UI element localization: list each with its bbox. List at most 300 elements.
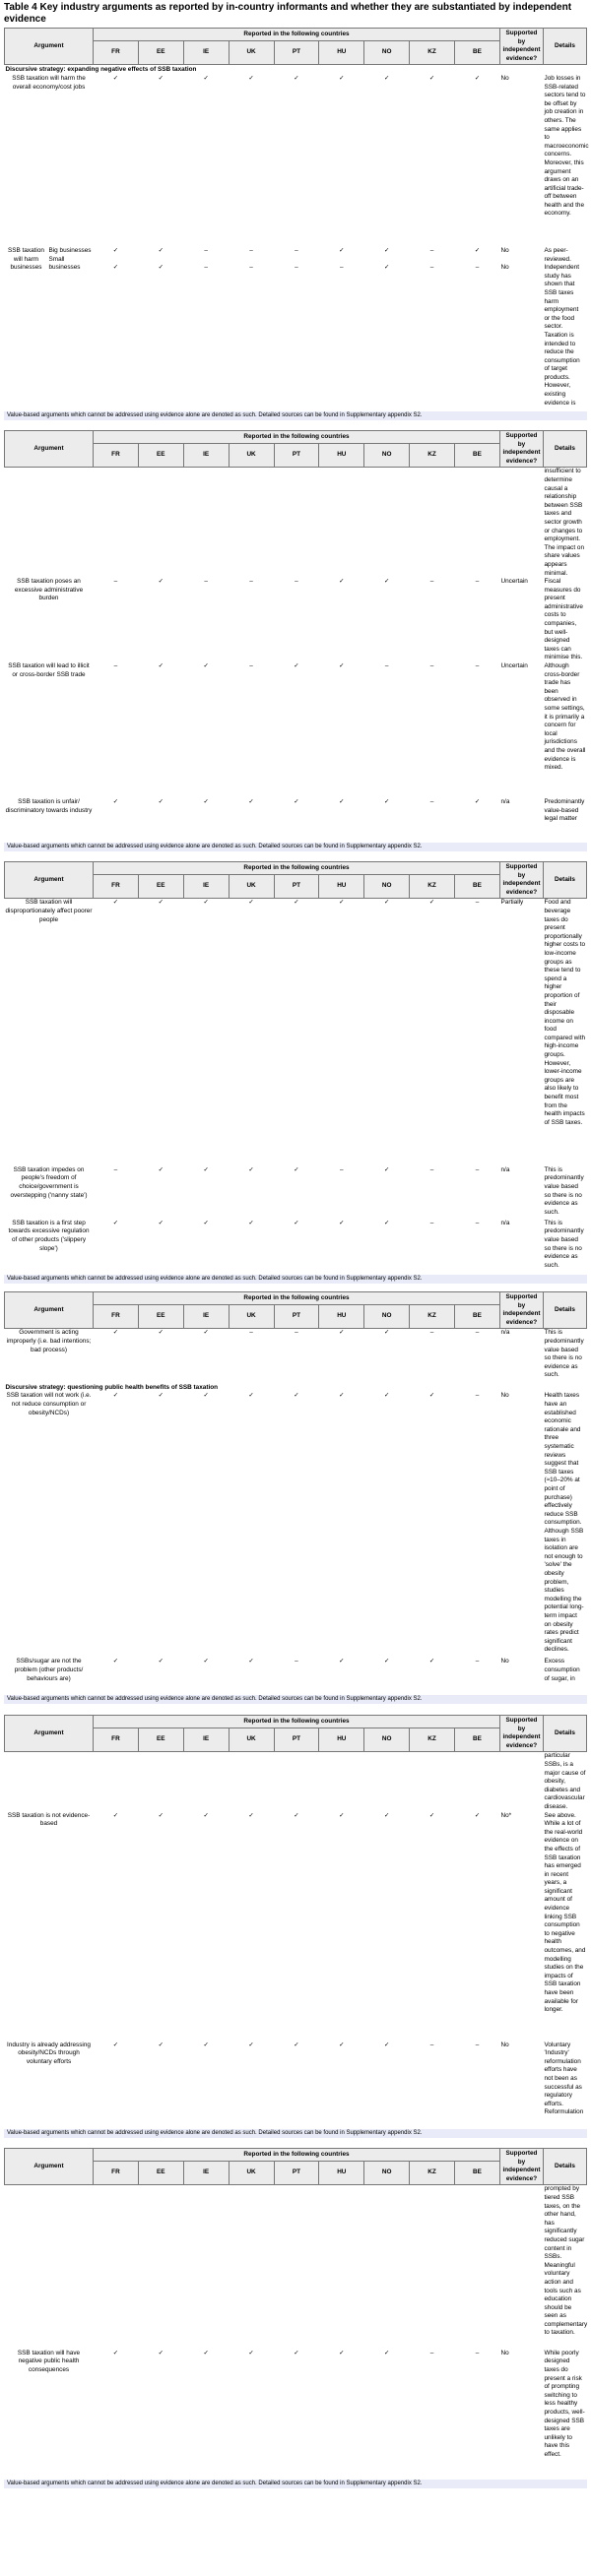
mark-cell: ✓ — [203, 1165, 209, 1173]
mark-cell: ✓ — [474, 1811, 481, 1819]
mark-cell: ✓ — [339, 2349, 345, 2356]
details-cell: Health taxes have an established economic rationale and three systematic reviews suggest that SSB taxes (≈10–20% at point of purchase) effectively reduce SSB consumption. Although SSB taxes in isolation are not enough to 'solve' the obesity problem, studies modelling the potential long-term impact on obesity rates predict significant declines. — [544, 1392, 584, 1654]
header-country: HU — [319, 1304, 364, 1329]
table — [4, 28, 587, 408]
header-country: BE — [455, 874, 500, 899]
details-cell: This is predominantly value based so there is no evidence as such. — [544, 1165, 584, 1216]
table-row — [5, 1392, 587, 1658]
mark-cell: ✓ — [158, 74, 164, 82]
supported-cell: Partially — [500, 899, 524, 907]
header-supported: Supported by independent evidence? — [500, 29, 544, 65]
mark-cell: ✓ — [158, 1329, 164, 1337]
header-supported: Supported by independent evidence? — [500, 2149, 544, 2185]
mark-cell: – — [475, 2349, 480, 2356]
table-page-1 — [4, 28, 587, 408]
header-country: NO — [364, 40, 410, 65]
sub-label-big: Big businesses — [48, 246, 92, 254]
footer-note: Value-based arguments which cannot be addressed using evidence alone are denoted as such. Detailed sources can be found in Supplementary appendix S2. — [4, 1695, 587, 1704]
header-reported: Reported in the following countries — [94, 2149, 500, 2162]
table-header — [5, 1716, 587, 1752]
table-page-4 — [4, 1291, 587, 1683]
supported-cell: n/a — [500, 1329, 510, 1337]
empty-cell — [94, 2185, 544, 2350]
mark-cell: ✓ — [384, 1165, 390, 1173]
table-page-2 — [4, 430, 587, 826]
header-country: PT — [274, 2161, 319, 2185]
empty-cell — [5, 2185, 94, 2350]
mark-cell: ✓ — [384, 1219, 390, 1226]
header-argument: Argument — [5, 431, 94, 468]
mark-cell: ✓ — [203, 2349, 209, 2356]
details-cell: prompted by tiered SSB taxes, on the other hand, has significantly reduced sugar content in SSBs. Meaningful voluntary action and tools such as education should be seen as complementary to taxation. — [544, 2185, 588, 2337]
header-country: FR — [94, 2161, 139, 2185]
mark-cell: ✓ — [203, 899, 209, 907]
table — [4, 2148, 587, 2460]
mark-cell: ✓ — [339, 662, 345, 670]
supported-cell: No — [500, 74, 509, 82]
mark-cell: – — [475, 2041, 480, 2048]
table-row — [5, 2185, 587, 2350]
table-header — [5, 1292, 587, 1329]
table-row — [5, 247, 587, 264]
mark-cell: ✓ — [203, 1811, 209, 1819]
header-country: EE — [138, 2161, 183, 2185]
header-country: PT — [274, 874, 319, 899]
mark-cell: ✓ — [248, 798, 254, 806]
header-details: Details — [544, 431, 587, 468]
mark-cell: ✓ — [158, 1392, 164, 1400]
table-page-3 — [4, 861, 587, 1273]
mark-cell: ✓ — [339, 1392, 345, 1400]
details-cell: As peer-reviewed. — [544, 246, 571, 263]
mark-cell: – — [204, 246, 208, 254]
mark-cell: – — [475, 1219, 480, 1226]
header-country: KZ — [410, 2161, 455, 2185]
empty-cell — [94, 468, 544, 578]
mark-cell: – — [429, 1329, 434, 1337]
mark-cell: – — [475, 578, 480, 586]
mark-cell: ✓ — [294, 798, 299, 806]
mark-cell: ✓ — [474, 246, 481, 254]
header-country: KZ — [410, 40, 455, 65]
details-cell: This is predominantly value based so there is no evidence as such. — [544, 1329, 584, 1379]
row-argument: Industry is already addressing obesity/NCDs through voluntary efforts — [7, 2041, 91, 2065]
mark-cell: – — [295, 246, 298, 254]
header-details: Details — [544, 1716, 587, 1752]
table-row — [5, 468, 587, 578]
mark-cell: ✓ — [339, 578, 345, 586]
header-reported: Reported in the following countries — [94, 1716, 500, 1728]
mark-cell: ✓ — [158, 264, 164, 272]
supported-cell: n/a — [500, 798, 510, 806]
header-country: BE — [455, 443, 500, 468]
category-label: Discursive strategy: expanding negative effects of SSB taxation — [5, 66, 197, 74]
sub-label-small: Small businesses — [48, 255, 81, 272]
header-country: NO — [364, 443, 410, 468]
mark-cell: – — [113, 578, 118, 586]
mark-cell: – — [475, 1392, 480, 1400]
mark-cell: ✓ — [112, 1219, 119, 1226]
header-country: IE — [183, 2161, 229, 2185]
table-row — [5, 899, 587, 1166]
mark-cell: ✓ — [384, 1392, 390, 1400]
mark-cell: ✓ — [428, 74, 435, 82]
mark-cell: ✓ — [384, 2041, 390, 2048]
row-argument: SSB taxation will not work (i.e. not reduce consumption or obesity/NCDs) — [6, 1392, 92, 1416]
mark-cell: ✓ — [294, 899, 299, 907]
mark-cell: ✓ — [112, 2349, 119, 2356]
supported-cell: n/a — [500, 1165, 510, 1173]
details-cell: insufficient to determine causal a relationship between SSB taxes and sector growth or changes to employment. The impact on share values appears minimal. — [544, 468, 584, 577]
mark-cell: ✓ — [112, 264, 119, 272]
row-argument: SSB taxation poses an excessive administrative burden — [14, 578, 84, 602]
header-supported: Supported by independent evidence? — [500, 1716, 544, 1752]
mark-cell: ✓ — [158, 1658, 164, 1665]
category-row — [5, 1383, 587, 1393]
header-argument: Argument — [5, 29, 94, 65]
details-cell: While poorly designed taxes do present a risk of prompting switching to less healthy products, well-designed SSB taxes are unlikely to have this effect. — [544, 2349, 585, 2458]
footer-note: Value-based arguments which cannot be addressed using evidence alone are denoted as such. Detailed sources can be found in Supplementary appendix S2. — [4, 1275, 587, 1284]
row-argument: SSB taxation is a first step towards excessive regulation of other products ('slippery slope') — [8, 1219, 90, 1252]
row-argument-group — [5, 247, 94, 408]
header-country: PT — [274, 40, 319, 65]
table-page-6 — [4, 2148, 587, 2460]
mark-cell: ✓ — [248, 2041, 254, 2048]
header-country: KZ — [410, 1304, 455, 1329]
mark-cell: ✓ — [248, 1392, 254, 1400]
category-row — [5, 65, 587, 75]
mark-cell: ✓ — [158, 1811, 164, 1819]
mark-cell: – — [295, 1658, 298, 1665]
details-cell: particular SSBs, is a major cause of obesity, diabetes and cardiovascular disease. — [544, 1752, 586, 1810]
footer-note: Value-based arguments which cannot be addressed using evidence alone are denoted as such. Detailed sources can be found in Supplementary appendix S2. — [4, 843, 587, 851]
mark-cell: ✓ — [339, 74, 345, 82]
header-details: Details — [544, 29, 587, 65]
mark-cell: – — [113, 662, 118, 670]
mark-cell: ✓ — [203, 662, 209, 670]
header-country: BE — [455, 1304, 500, 1329]
mark-cell: ✓ — [384, 899, 390, 907]
mark-cell: ✓ — [203, 798, 209, 806]
table-row — [5, 2042, 587, 2117]
mark-cell: ✓ — [112, 899, 119, 907]
table-row — [5, 1812, 587, 2042]
mark-cell: ✓ — [112, 798, 119, 806]
header-reported: Reported in the following countries — [94, 29, 500, 41]
empty-cell — [94, 1752, 544, 1812]
header-country: IE — [183, 874, 229, 899]
mark-cell: – — [429, 1165, 434, 1173]
row-argument: Government is acting improperly (i.e. bad intentions; bad process) — [6, 1329, 92, 1353]
mark-cell: ✓ — [248, 1811, 254, 1819]
table-page-5 — [4, 1715, 587, 2117]
supported-cell: No — [500, 1658, 509, 1665]
footer-note: Value-based arguments which cannot be addressed using evidence alone are denoted as such. Detailed sources can be found in Supplementary appendix S2. — [4, 411, 587, 420]
header-country: KZ — [410, 443, 455, 468]
mark-cell: ✓ — [158, 662, 164, 670]
mark-cell: – — [295, 578, 298, 586]
mark-cell: – — [249, 246, 253, 254]
mark-cell: ✓ — [158, 798, 164, 806]
sub-labels — [47, 247, 93, 273]
mark-cell: ✓ — [112, 2041, 119, 2048]
header-country: PT — [274, 443, 319, 468]
mark-cell: ✓ — [294, 662, 299, 670]
mark-cell: ✓ — [384, 1811, 390, 1819]
mark-cell: – — [295, 1329, 298, 1337]
mark-cell: ✓ — [158, 2041, 164, 2048]
header-reported: Reported in the following countries — [94, 431, 500, 444]
table — [4, 1291, 587, 1683]
mark-cell: ✓ — [158, 246, 164, 254]
sub-argument — [6, 247, 93, 273]
details-cell: Voluntary 'Industry' reformulation efforts have not been as successful as regulatory efforts. Reformulation — [544, 2041, 584, 2116]
supported-cell: No — [500, 1392, 509, 1400]
mark-cell: – — [384, 662, 389, 670]
table-row — [5, 662, 587, 798]
supported-cell: n/a — [500, 1219, 510, 1226]
supported-cell: No — [500, 2349, 509, 2356]
mark-cell: – — [113, 1165, 118, 1173]
mark-cell: ✓ — [384, 1658, 390, 1665]
mark-cell: – — [429, 798, 434, 806]
mark-cell: ✓ — [112, 1392, 119, 1400]
header-country: KZ — [410, 1728, 455, 1752]
header-country: NO — [364, 1304, 410, 1329]
mark-cell: ✓ — [428, 1392, 435, 1400]
mark-cell: – — [249, 264, 253, 272]
mark-cell: ✓ — [339, 1329, 345, 1337]
row-argument: SSB taxation will have negative public health consequences — [17, 2349, 81, 2374]
header-country: UK — [229, 874, 274, 899]
supported-cell: No — [500, 246, 509, 254]
mark-cell: – — [429, 264, 434, 272]
header-country: HU — [319, 40, 364, 65]
mark-cell: – — [429, 662, 434, 670]
mark-cell: ✓ — [203, 74, 209, 82]
row-argument: SSB taxation will disproportionately affect poorer people — [5, 899, 93, 923]
header-reported: Reported in the following countries — [94, 1292, 500, 1305]
header-details: Details — [544, 1292, 587, 1329]
header-country: HU — [319, 443, 364, 468]
mark-cell: ✓ — [339, 246, 345, 254]
header-country: EE — [138, 1728, 183, 1752]
header-country: NO — [364, 874, 410, 899]
header-country: HU — [319, 2161, 364, 2185]
mark-cell: ✓ — [339, 899, 345, 907]
table-header — [5, 29, 587, 65]
header-argument: Argument — [5, 1292, 94, 1329]
row-argument: SSB taxation will harm the overall economy/cost jobs — [12, 74, 86, 91]
header-country: EE — [138, 874, 183, 899]
table-header — [5, 862, 587, 899]
table — [4, 861, 587, 1273]
mark-cell: ✓ — [112, 1329, 119, 1337]
row-argument: SSB taxation is not evidence-based — [7, 1811, 91, 1828]
header-country: UK — [229, 1304, 274, 1329]
table-title: Table 4 Key industry arguments as reported by in-country informants and whether they are substantiated by independent evidence — [4, 2, 572, 25]
details-cell: Independent study has shown that SSB taxes harm employment or the food sector. Taxation is intended to reduce the consumption of target products. However, existing evidence is — [544, 264, 580, 407]
header-country: BE — [455, 1728, 500, 1752]
row-argument: SSB taxation will harm businesses — [8, 246, 44, 272]
mark-cell: ✓ — [384, 1329, 390, 1337]
header-country: EE — [138, 40, 183, 65]
mark-cell: ✓ — [158, 1219, 164, 1226]
mark-cell: – — [475, 662, 480, 670]
mark-cell: – — [249, 662, 253, 670]
mark-cell: – — [475, 899, 480, 907]
header-country: EE — [138, 443, 183, 468]
row-argument: SSBs/sugar are not the problem (other products/ behaviours are) — [14, 1658, 84, 1682]
mark-cell: ✓ — [112, 74, 119, 82]
header-supported: Supported by independent evidence? — [500, 862, 544, 899]
mark-cell: ✓ — [294, 1165, 299, 1173]
header-argument: Argument — [5, 862, 94, 899]
header-country: BE — [455, 2161, 500, 2185]
mark-cell: ✓ — [158, 1165, 164, 1173]
header-country: UK — [229, 40, 274, 65]
header-country: FR — [94, 874, 139, 899]
mark-cell: ✓ — [474, 798, 481, 806]
mark-cell: – — [429, 2349, 434, 2356]
mark-cell: – — [249, 578, 253, 586]
mark-cell: ✓ — [384, 264, 390, 272]
table — [4, 1715, 587, 2117]
header-country: FR — [94, 1304, 139, 1329]
mark-cell: ✓ — [384, 798, 390, 806]
mark-cell: – — [429, 578, 434, 586]
header-country: IE — [183, 1728, 229, 1752]
details-cell: Excess consumption of sugar, in — [544, 1658, 580, 1682]
mark-cell: – — [340, 264, 344, 272]
supported-cell: No — [500, 264, 509, 272]
header-country: UK — [229, 443, 274, 468]
mark-cell: ✓ — [203, 2041, 209, 2048]
header-country: FR — [94, 40, 139, 65]
mark-cell: ✓ — [339, 1811, 345, 1819]
mark-cell: – — [249, 1329, 253, 1337]
table-header — [5, 431, 587, 468]
row-argument: SSB taxation will lead to illicit or cross-border SSB trade — [8, 662, 90, 678]
supported-cell: No* — [500, 1811, 512, 1819]
header-country: NO — [364, 1728, 410, 1752]
mark-cell: ✓ — [294, 1219, 299, 1226]
details-cell: See above. While a lot of the real-world evidence on the effects of SSB taxation has emerged in recent years, a significant amount of evidence linking SSB consumption to negative health outcomes, and modelling studies on the impacts of SSB taxation have been available for longer. — [544, 1811, 586, 2014]
table-header — [5, 2149, 587, 2185]
header-country: FR — [94, 1728, 139, 1752]
mark-cell: ✓ — [428, 1811, 435, 1819]
details-cell: Although cross-border trade has been observed in some settings, it is primarily a concern for local jurisdictions and the overall evidence is mixed. — [544, 662, 586, 772]
header-country: FR — [94, 443, 139, 468]
mark-cell: ✓ — [203, 1329, 209, 1337]
empty-cell — [5, 1752, 94, 1812]
mark-cell: – — [429, 246, 434, 254]
mark-cell: ✓ — [112, 246, 119, 254]
mark-cell: ✓ — [248, 1165, 254, 1173]
mark-cell: ✓ — [294, 74, 299, 82]
row-argument: SSB taxation impedes on people's freedom of choice/government is overstepping ('nanny state') — [10, 1165, 88, 1199]
mark-cell: ✓ — [339, 2041, 345, 2048]
table-row — [5, 1658, 587, 1683]
mark-cell: – — [340, 1165, 344, 1173]
mark-cell: ✓ — [158, 2349, 164, 2356]
mark-cell: ✓ — [384, 2349, 390, 2356]
table-row — [5, 1166, 587, 1220]
supported-cell: No — [500, 2041, 509, 2048]
footer-note: Value-based arguments which cannot be addressed using evidence alone are denoted as such. Detailed sources can be found in Supplementary appendix S2. — [4, 2129, 587, 2138]
header-country: EE — [138, 1304, 183, 1329]
footer-note: Value-based arguments which cannot be addressed using evidence alone are denoted as such. Detailed sources can be found in Supplementary appendix S2. — [4, 2480, 587, 2488]
mark-cell: – — [475, 1658, 480, 1665]
header-country: UK — [229, 2161, 274, 2185]
mark-cell: ✓ — [474, 74, 481, 82]
mark-cell: – — [475, 1165, 480, 1173]
supported-cell: Uncertain — [500, 578, 528, 586]
mark-cell: ✓ — [428, 1658, 435, 1665]
details-cell: Fiscal measures do present administrative costs to companies, but well-designed taxes can minimise this. — [544, 578, 583, 661]
header-country: IE — [183, 1304, 229, 1329]
header-country: HU — [319, 1728, 364, 1752]
mark-cell: ✓ — [248, 74, 254, 82]
table-row — [5, 1329, 587, 1383]
mark-cell: ✓ — [158, 899, 164, 907]
header-country: HU — [319, 874, 364, 899]
mark-cell: ✓ — [384, 74, 390, 82]
header-details: Details — [544, 2149, 587, 2185]
details-cell: Food and beverage taxes do present proportionally higher costs to low-income groups as these tend to spend a higher proportion of their disposable income on food compared with high-income groups. However, lower-income groups are also likely to benefit most from the health impacts of SSB taxes. — [544, 899, 586, 1126]
header-country: BE — [455, 40, 500, 65]
header-argument: Argument — [5, 1716, 94, 1752]
mark-cell: – — [429, 2041, 434, 2048]
mark-cell: ✓ — [339, 1658, 345, 1665]
mark-cell: ✓ — [294, 2041, 299, 2048]
mark-cell: ✓ — [203, 1392, 209, 1400]
table-row — [5, 1220, 587, 1273]
mark-cell: ✓ — [248, 2349, 254, 2356]
mark-cell: ✓ — [294, 1392, 299, 1400]
mark-cell: ✓ — [248, 1219, 254, 1226]
mark-cell: ✓ — [384, 578, 390, 586]
details-cell: Predominantly value-based legal matter — [544, 798, 585, 823]
table — [4, 430, 587, 826]
mark-cell: ✓ — [203, 1658, 209, 1665]
mark-cell: ✓ — [294, 2349, 299, 2356]
table-row — [5, 578, 587, 662]
mark-cell: – — [204, 264, 208, 272]
row-argument: SSB taxation is unfair/ discriminatory towards industry — [5, 798, 93, 814]
header-country: KZ — [410, 874, 455, 899]
table-row — [5, 75, 587, 247]
table-row — [5, 798, 587, 826]
mark-cell: – — [204, 578, 208, 586]
header-country: PT — [274, 1728, 319, 1752]
header-country: UK — [229, 1728, 274, 1752]
mark-cell: ✓ — [158, 578, 164, 586]
mark-cell: ✓ — [384, 246, 390, 254]
mark-cell: – — [295, 264, 298, 272]
mark-cell: ✓ — [112, 1811, 119, 1819]
header-supported: Supported by independent evidence? — [500, 1292, 544, 1329]
mark-cell: – — [475, 1329, 480, 1337]
mark-cell: ✓ — [248, 1658, 254, 1665]
mark-cell: ✓ — [339, 798, 345, 806]
mark-cell: ✓ — [248, 899, 254, 907]
table-row — [5, 1752, 587, 1812]
header-reported: Reported in the following countries — [94, 862, 500, 875]
supported-cell: Uncertain — [500, 662, 528, 670]
mark-cell: ✓ — [294, 1811, 299, 1819]
category-label: Discursive strategy: questioning public health benefits of SSB taxation — [5, 1383, 219, 1391]
